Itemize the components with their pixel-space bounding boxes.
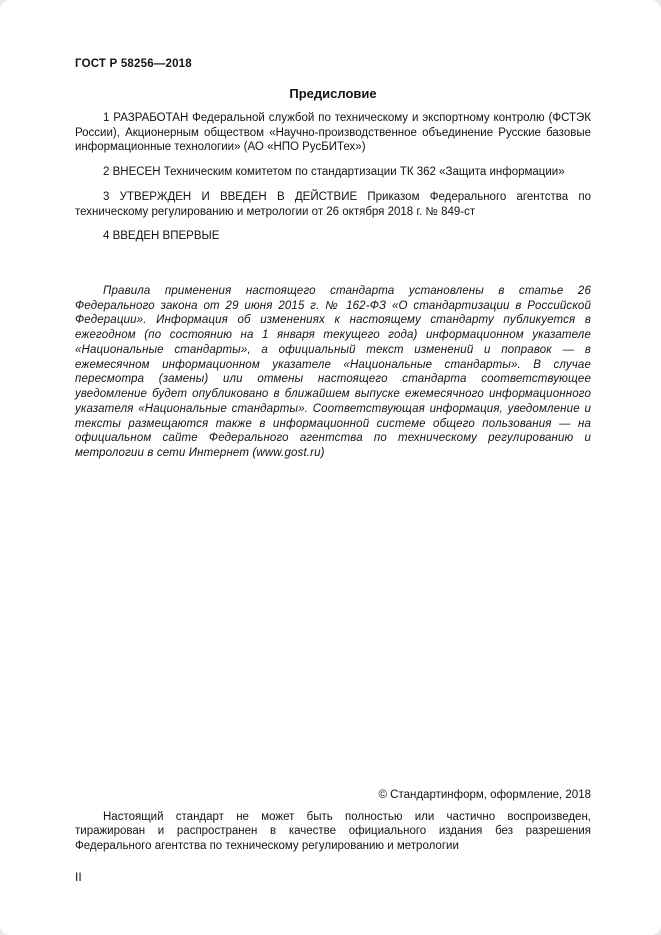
page-number: II [75,869,82,884]
foreword-items [75,111,591,244]
foreword-item-approved: 3 УТВЕРЖДЕН И ВВЕДЕН В ДЕЙСТВИЕ Приказом Федерального агентства по техническому регулированию и метрологии от 26 октября 2018 г. № 849-ст [75,190,591,218]
reproduction-restriction-note: Настоящий стандарт не может быть полностью или частично воспроизведен, тиражирован и распространен в качестве официального издания без разрешения Федерального агентства по техническому регулированию и метрологии [75,810,591,853]
legal-application-note: Правила применения настоящего стандарта установлены в статье 26 Федерального закона от 29 июня 2015 г. № 162-ФЗ «О стандартизации в Российской Федерации». Информация об изменениях к настоящему стандарту публикуется в ежегодном (по состоянию на 1 января текущего года) информационном указателе «Национальные стандарты», а официальный текст изменений и поправок — в ежемесячном информационном указателе «Национальные стандарты». В случае пересмотра (замены) или отмены настоящего стандарта соответствующее уведомление будет опубликовано в ближайшем выпуске ежемесячного информационного указателя «Национальные стандарты». Соответствующая информация, уведомление и тексты размещаются также в информационной системе общего пользования — на официальном сайте Федерального агентства по техническому регулированию и метрологии в сети Интернет (www.gost.ru) [75,285,591,459]
copyright-line: © Стандартинформ, оформление, 2018 [378,788,591,801]
foreword-item-first-edition: 4 ВВЕДЕН ВПЕРВЫЕ [103,230,220,243]
foreword-item-submitted: 2 ВНЕСЕН Техническим комитетом по стандартизации ТК 362 «Защита информации» [103,166,565,179]
foreword-title: Предисловие [289,86,377,101]
doc-code: ГОСТ Р 58256—2018 [75,58,192,70]
foreword-item-developed: 1 РАЗРАБОТАН Федеральной службой по техническому и экспортному контролю (ФСТЭК России), Акционерным обществом «Научно-производственное объединение Русские базовые информационные технологии» (АО «НПО РусБИТех») [75,112,591,154]
